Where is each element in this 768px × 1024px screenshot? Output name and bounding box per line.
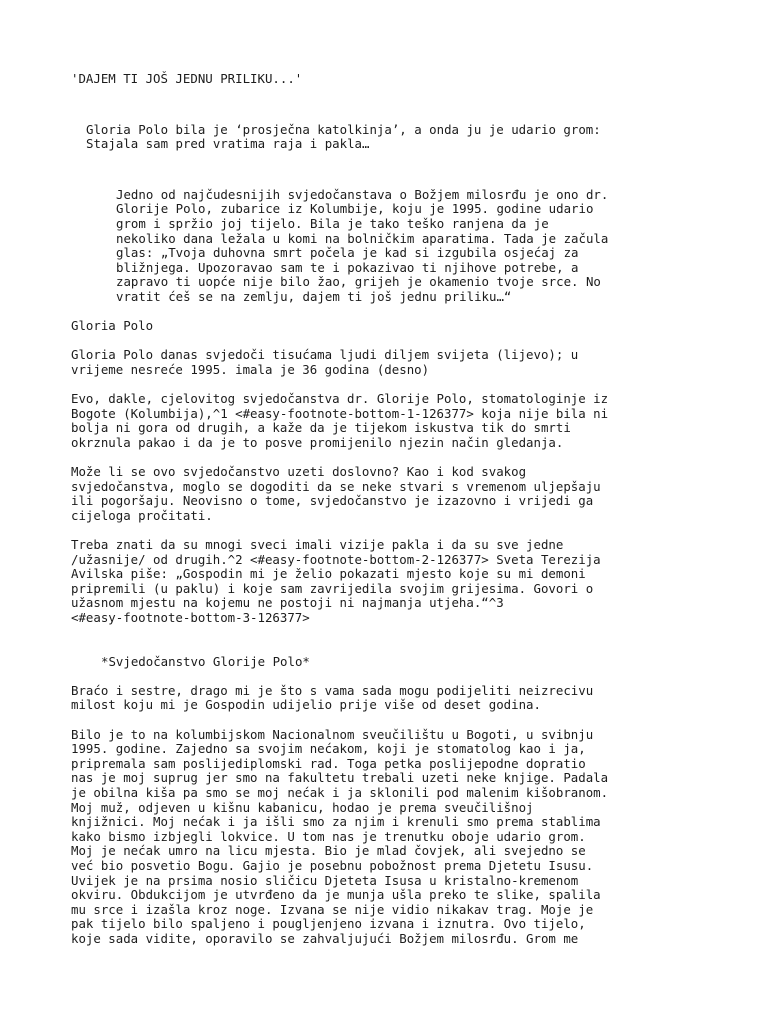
paragraph <box>71 538 731 626</box>
intro-line: bližnjega. Upozoravao sam te i pokazivao ti njihove potrebe, a <box>116 259 579 275</box>
paragraph-line: ili pogoršaju. Neovisno o tome, svjedočanstvo je izazovno i vrijedi ga <box>71 493 594 509</box>
paragraph-line: svjedočanstva, moglo se dogoditi da se neke stvari s vremenom uljepšaju <box>71 478 601 494</box>
spacer <box>71 378 731 393</box>
paragraph-line: okviru. Obdukcijom je utvrđeno da je munja ušla preko te slike, spalila <box>71 887 601 903</box>
paragraph <box>71 392 731 450</box>
spacer <box>71 523 731 538</box>
paragraph <box>71 684 731 713</box>
paragraph-line: pak tijelo bilo spaljeno i pougljenjeno izvana i iznutra. Ovo tijelo, <box>71 916 586 932</box>
intro-line: vratit ćeš se na zemlju, dajem ti još jednu priliku…“ <box>116 288 512 304</box>
paragraph-line: koje sada vidite, oporavilo se zahvaljujući Božjem milosrđu. Grom me <box>71 930 579 946</box>
image-caption <box>71 348 731 377</box>
paragraph <box>71 728 731 947</box>
paragraph-line: mu srce i izašla kroz noge. Izvana se nije vidio nikakav trag. Moje je <box>71 901 594 917</box>
intro-line: grom i spržio joj tijelo. Bila je tako teško ranjena da je <box>116 215 549 231</box>
spacer <box>71 334 731 349</box>
intro-quote <box>71 188 731 305</box>
spacer <box>71 626 731 655</box>
spacer <box>71 87 731 123</box>
paragraph-line: Može li se ovo svjedočanstvo uzeti doslovno? Kao i kod svakog <box>71 464 527 480</box>
paragraph-line: Treba znati da su mnogi sveci imali vizije pakla i da su sve jedne <box>71 537 564 553</box>
intro-line: Jedno od najčudesnijih svjedočanstava o Božjem milosrđu je ono dr. <box>116 186 609 202</box>
document-title: 'DAJEM TI JOŠ JEDNU PRILIKU...' <box>71 71 303 86</box>
subtitle-line: Gloria Polo bila je ‘prosječna katolkinja’, a onda ju je udario grom: <box>86 121 601 137</box>
paragraph-line: kako bismo izbjegli lokvice. U tom nas je trenutku oboje udario grom. <box>71 828 586 844</box>
paragraph-line: je obilna kiša pa smo se moj nećak i ja sklonili pod malenim kišobranom. <box>71 784 609 800</box>
paragraph-line: Moj muž, odjeven u kišnu kabanicu, hodao je prema sveučilišnoj <box>71 799 534 815</box>
intro-line: glas: „Tvoja duhovna smrt počela je kad si izgubila osjećaj za <box>116 245 579 261</box>
paragraph-line: cijeloga pročitati. <box>71 507 213 523</box>
document-page <box>71 72 731 946</box>
subtitle-line: Stajala sam pred vratima raja i pakla… <box>86 136 370 152</box>
subtitle <box>71 123 731 152</box>
spacer <box>71 450 731 465</box>
paragraph-line: užasnom mjestu na kojemu ne postoji ni najmanja utjeha.“^3 <box>71 595 504 611</box>
paragraph-line: /užasnije/ od drugih.^2 <#easy-footnote-bottom-2-126377> Sveta Terezija <box>71 551 601 567</box>
paragraph-line: već bio posvetio Bogu. Gajio je posebnu pobožnost prema Djetetu Isusu. <box>71 857 594 873</box>
caption-name: Gloria Polo <box>71 318 154 334</box>
paragraph-line: Braćo i sestre, drago mi je što s vama sada mogu podijeliti neizrecivu <box>71 682 594 698</box>
paragraph-line: Moj je nećak umro na licu mjesta. Bio je mlad čovjek, ali svejedno se <box>71 843 586 859</box>
paragraph <box>71 465 731 523</box>
paragraph-line: 1995. godine. Zajedno sa svojim nećakom, koji je stomatolog kao i ja, <box>71 741 586 757</box>
paragraph-line: Uvijek je na prsima nosio sličicu Djeteta Isusa u kristalno-kremenom <box>71 872 579 888</box>
caption-line: vrijeme nesreće 1995. imala je 36 godina (desno) <box>71 361 430 377</box>
intro-line: nekoliko dana ležala u komi na bolničkim aparatima. Tada je začula <box>116 230 609 246</box>
paragraph-line: Bogote (Kolumbija),^1 <#easy-footnote-bottom-1-126377> koja nije bila ni <box>71 405 609 421</box>
spacer <box>71 152 731 188</box>
paragraph-line: knjižnici. Moj nećak i ja išli smo za njim i krenuli smo prema stablima <box>71 814 601 830</box>
paragraph-line: pripremili (u paklu) i koje sam zavrijedila svojim grijesima. Govori o <box>71 580 594 596</box>
paragraph-line: bolja ni gora od drugih, a kaže da je tijekom iskustva tik do smrti <box>71 420 571 436</box>
intro-line: Glorije Polo, zubarice iz Kolumbije, koju je 1995. godine udario <box>116 201 594 217</box>
spacer <box>71 713 731 728</box>
intro-line: zapravo ti uopće nije bilo žao, grijeh je okamenio tvoje srce. No <box>116 274 601 290</box>
section-heading: *Svjedočanstvo Glorije Polo* <box>101 653 310 669</box>
paragraph-line: Avilska piše: „Gospodin mi je želio pokazati mjesto koje su mi demoni <box>71 566 586 582</box>
paragraph-line: nas je moj suprug jer smo na fakultetu trebali uzeti neke knjige. Padala <box>71 770 609 786</box>
spacer <box>71 305 731 320</box>
paragraph-line: okrznula pakao i da je to posve promijenilo njezin način gledanja. <box>71 434 564 450</box>
paragraph-line: <#easy-footnote-bottom-3-126377> <box>71 610 310 625</box>
paragraph-line: milost koju mi je Gospodin udijelio prije više od deset godina. <box>71 697 541 713</box>
paragraph-line: Evo, dakle, cjelovitog svjedočanstva dr. Glorije Polo, stomatologinje iz <box>71 391 609 407</box>
paragraph-line: Bilo je to na kolumbijskom Nacionalnom sveučilištu u Bogoti, u svibnju <box>71 726 594 742</box>
spacer <box>71 669 731 684</box>
paragraph-line: pripremala sam poslijediplomski rad. Toga petka poslijepodne dopratio <box>71 755 586 771</box>
caption-line: Gloria Polo danas svjedoči tisućama ljudi diljem svijeta (lijevo); u <box>71 347 579 363</box>
